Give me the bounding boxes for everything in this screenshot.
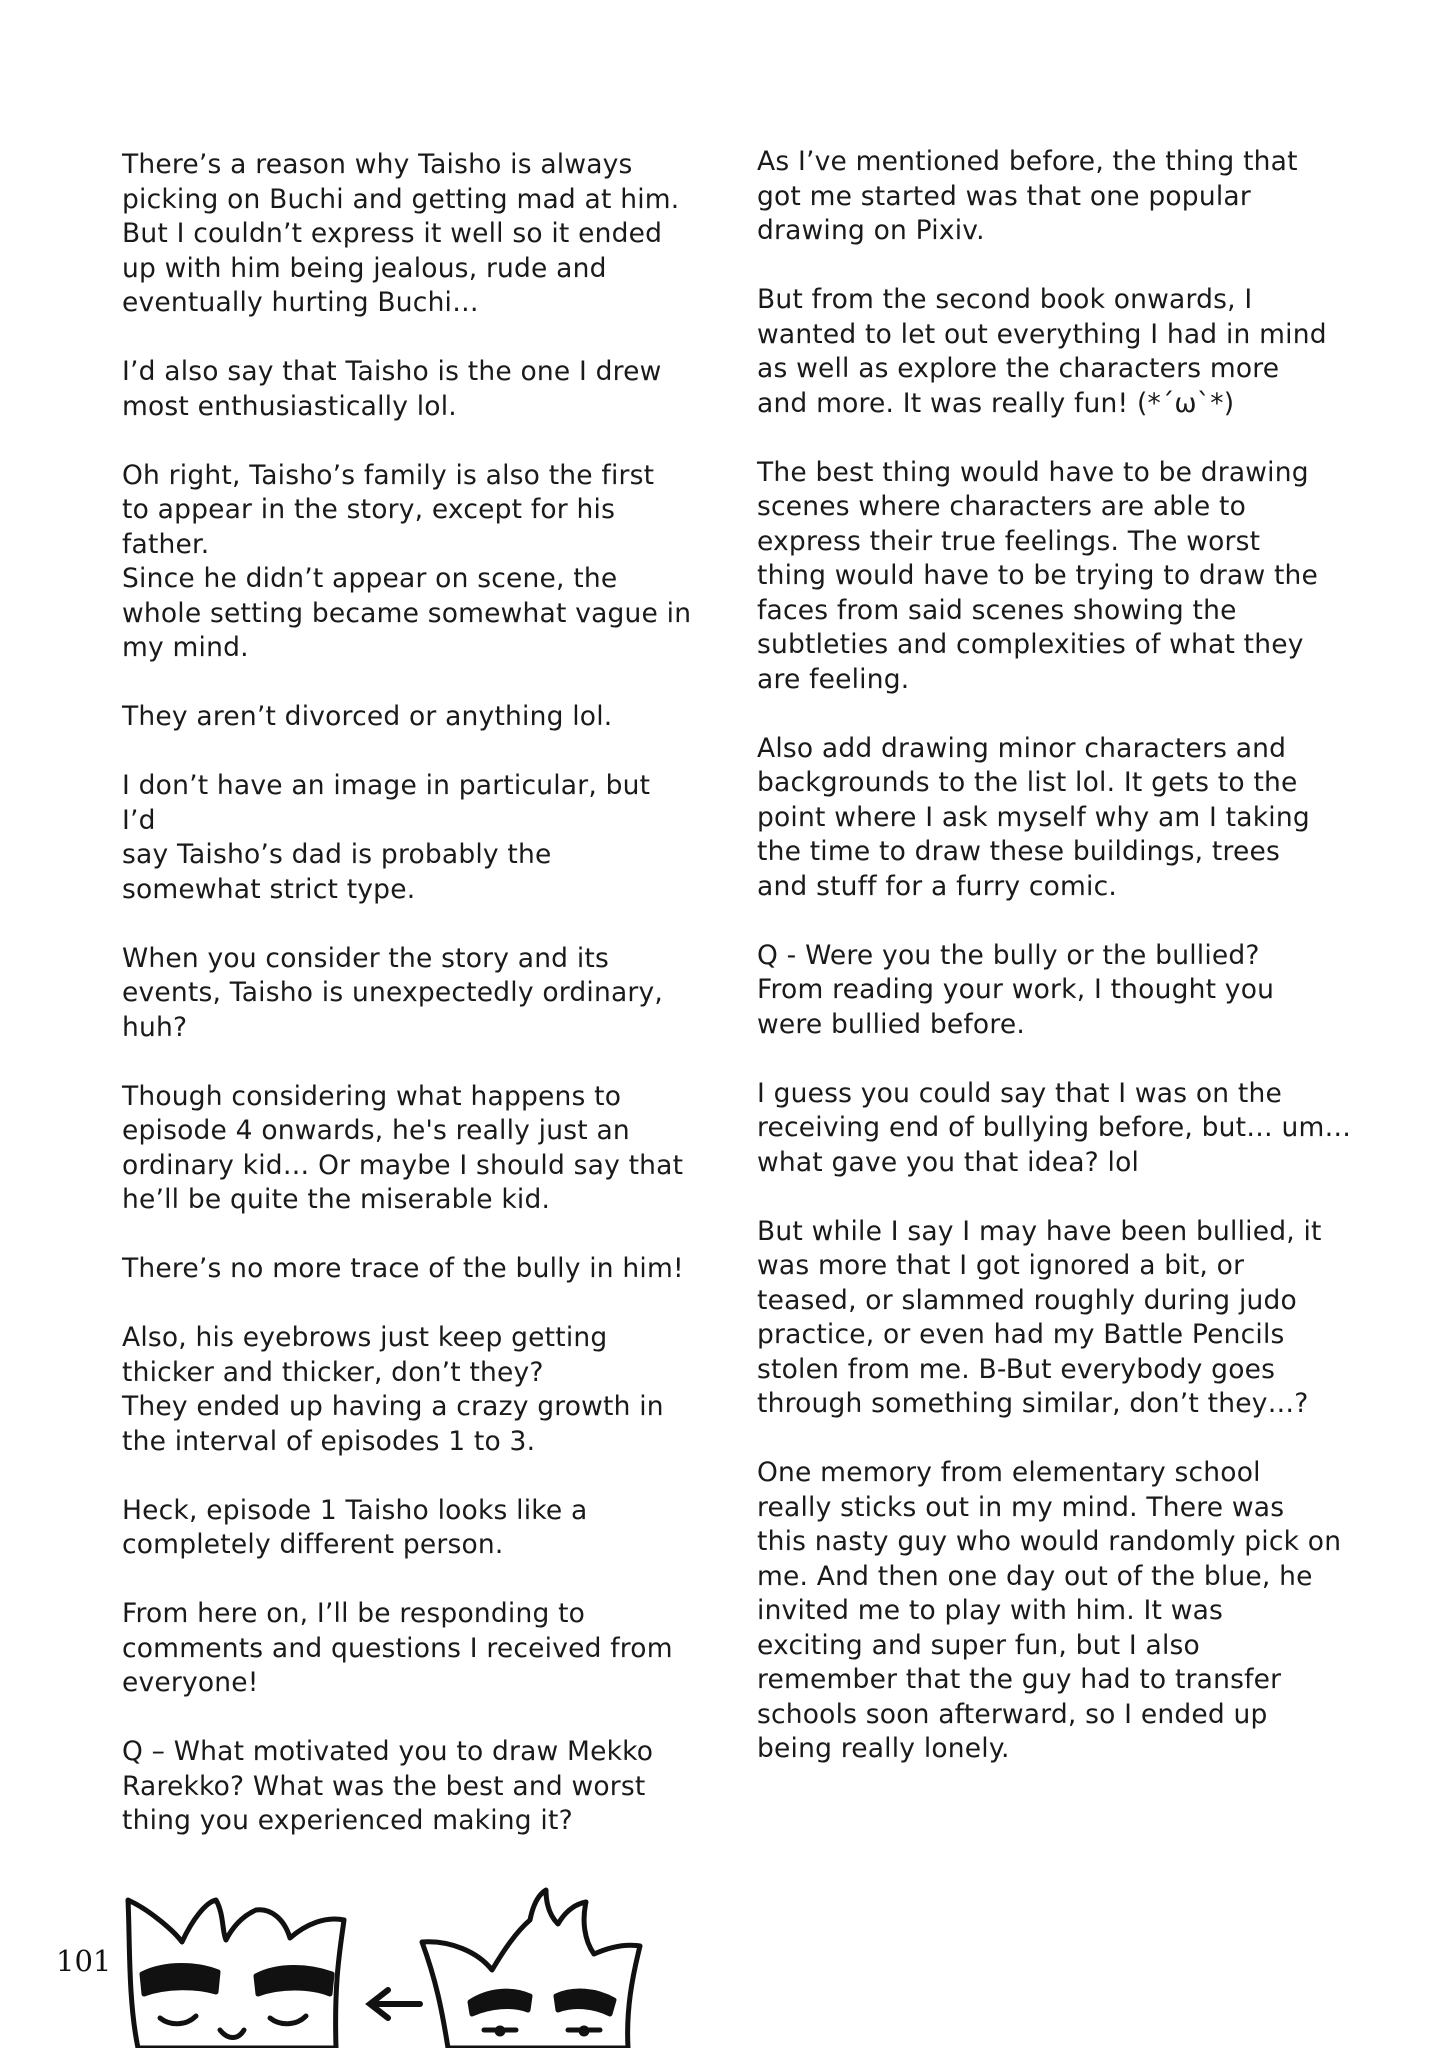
paragraph: One memory from elementary school really sticks out in my mind. There was this nasty guy who would randomly pick on me. And then one day out of the blue, he invited me to play with him. It was exciting and super fun, but I also remember that the guy had to transfer schools soon afterward, so I ended up being really lonely.: [757, 1457, 1342, 1764]
question-paragraph: Q - Were you the bully or the bullied? From reading your work, I thought you were bullied before.: [757, 939, 1275, 1040]
right-text-column: [757, 145, 1357, 1801]
paragraph: They aren’t divorced or anything lol.: [122, 701, 613, 732]
paragraph: When you consider the story and its events, Taisho is unexpectedly ordinary, huh?: [122, 942, 664, 1043]
paragraph: There’s a reason why Taisho is always picking on Buchi and getting mad at him. But I couldn’t express it well so it ended up with him being jealous, rude and eventually hurting Buchi…: [122, 149, 680, 318]
older-character-icon: [422, 1890, 640, 2048]
paragraph: I don’t have an image in particular, but I’d say Taisho’s dad is probably the somewhat strict type.: [122, 770, 651, 905]
question-paragraph: Q – What motivated you to draw Mekko Rarekko? What was the best and worst thing you experienced making it?: [122, 1736, 654, 1836]
paragraph: From here on, I’ll be responding to comments and questions I received from everyone!: [122, 1598, 673, 1698]
paragraph: Also, his eyebrows just keep getting thicker and thicker, don’t they? They ended up having a crazy growth in the interval of episodes 1 to 3.: [122, 1322, 664, 1457]
paragraph: I guess you could say that I was on the receiving end of bullying before, but… um… what gave you that idea? lol: [757, 1077, 1352, 1178]
mascot-drawing-icon: [120, 1880, 760, 2048]
paragraph: I’d also say that Taisho is the one I drew most enthusiastically lol.: [122, 356, 662, 422]
young-character-icon: [128, 1900, 344, 2048]
paragraph: The best thing would have to be drawing scenes where characters are able to express their true feelings. The worst thing would have to be trying to draw the faces from said scenes showing the subtleties and complexities of what they are feeling.: [757, 456, 1319, 695]
paragraph: Though considering what happens to episode 4 onwards, he's really just an ordinary kid… Or maybe I should say that he’ll be quite the miserable kid.: [122, 1080, 684, 1215]
paragraph: But from the second book onwards, I wanted to let out everything I had in mind as well as explore the characters more and more. It was really fun! (*´ω`*): [757, 284, 1327, 419]
paragraph: Oh right, Taisho’s family is also the first to appear in the story, except for his father. Since he didn’t appear on scene, the whole setting became somewhat vague in my mind.: [122, 459, 692, 663]
paragraph: As I’ve mentioned before, the thing that got me started was that one popular drawing on Pixiv.: [757, 146, 1298, 246]
paragraph: There’s no more trace of the bully in him!: [122, 1253, 684, 1284]
mascot-illustration: [120, 1880, 760, 2052]
paragraph: But while I say I may have been bullied, it was more that I got ignored a bit, or teased, or slammed roughly during judo practice, or even had my Battle Pencils stolen from me. B-But everybody goes through something similar, don’t they…?: [757, 1215, 1322, 1419]
page-number: 101: [56, 1944, 112, 1978]
paragraph: Also add drawing minor characters and backgrounds to the list lol. It gets to the point where I ask myself why am I taking the time to draw these buildings, trees and stuff for a furry comic.: [757, 732, 1310, 902]
left-text-column: [122, 148, 692, 1873]
paragraph: Heck, episode 1 Taisho looks like a completely different person.: [122, 1494, 588, 1560]
left-arrow-icon: [370, 1990, 420, 2018]
